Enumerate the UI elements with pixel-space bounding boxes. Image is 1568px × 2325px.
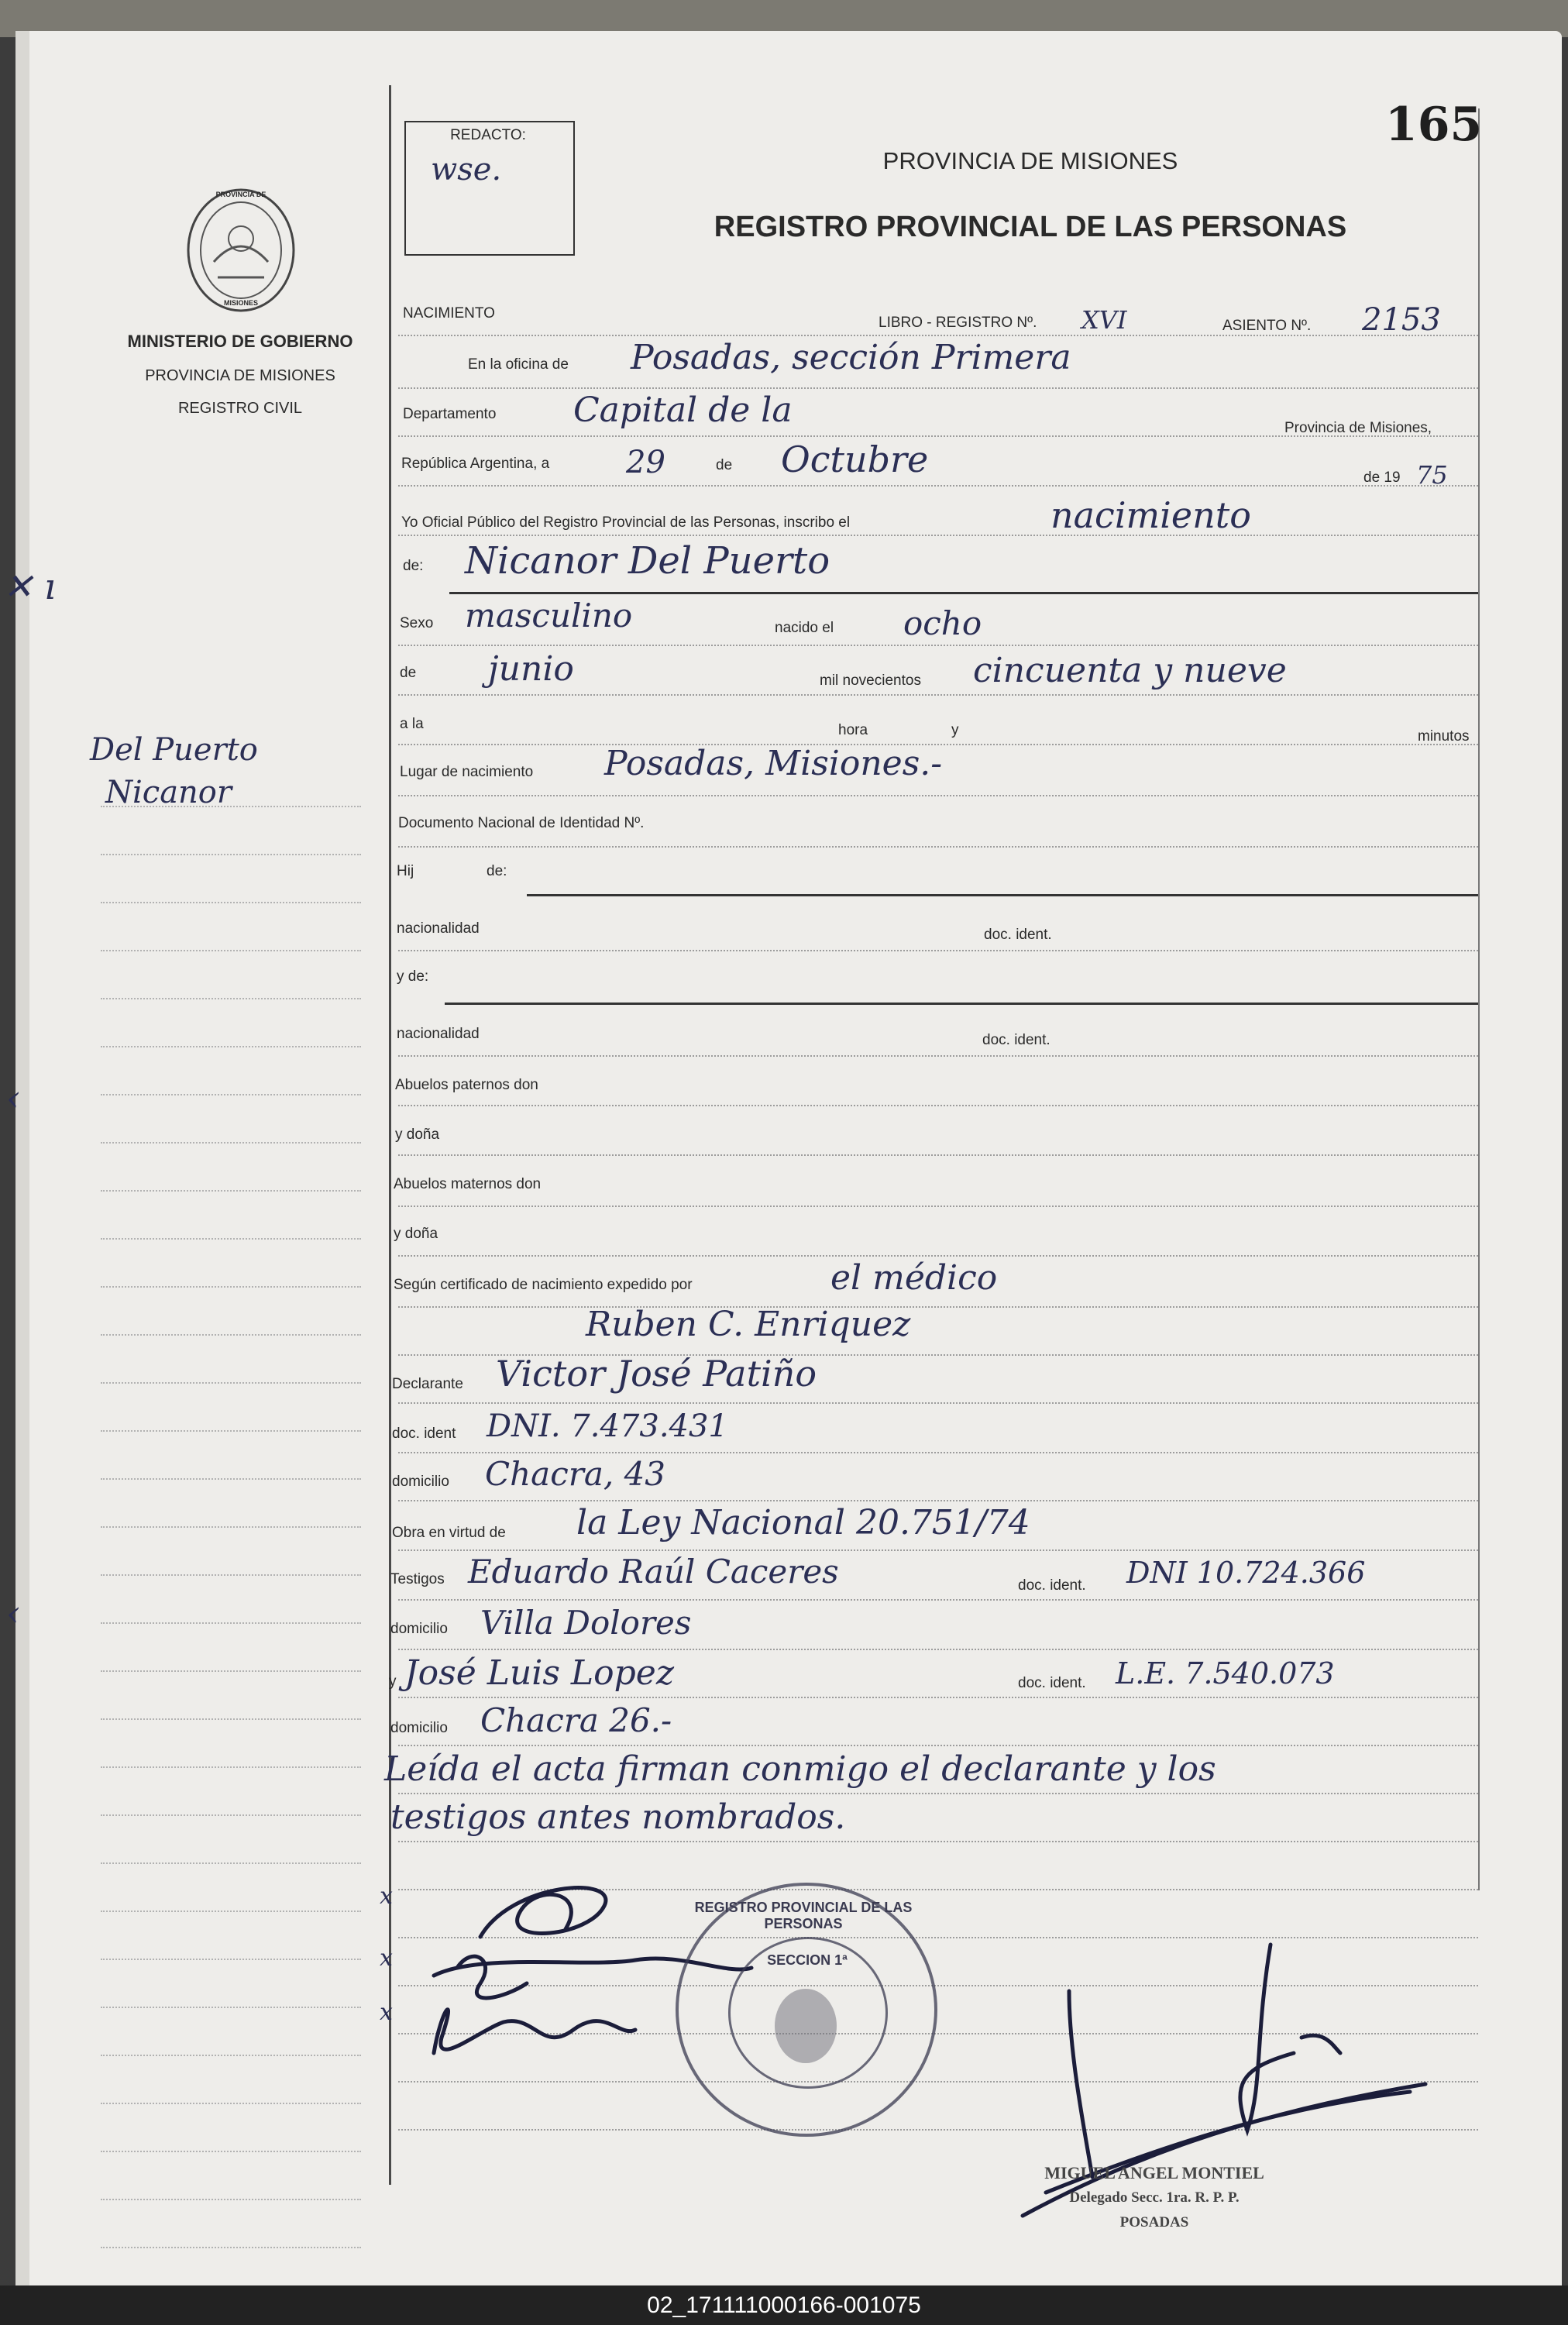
- obra-value: la Ley Nacional 20.751/74: [576, 1503, 1030, 1543]
- testigo2-doc-value: L.E. 7.540.073: [1116, 1656, 1335, 1690]
- testigo1-doc-value: DNI 10.724.366: [1126, 1556, 1366, 1590]
- birth-year-value: cincuenta y nueve: [973, 651, 1287, 690]
- abuelos-pat-label: Abuelos paternos don: [395, 1077, 538, 1093]
- ministry-registry: REGISTRO CIVIL: [177, 400, 303, 417]
- seal-text-bottom: MISIONES: [223, 299, 258, 307]
- hora-label: hora: [838, 722, 868, 738]
- closing-line-1: Leída el acta firman conmigo el declarante y los: [384, 1749, 1216, 1789]
- form-ruled-line: [398, 950, 1478, 951]
- domicilio-label: domicilio: [392, 1474, 449, 1490]
- hij-de-label: de:: [487, 863, 507, 879]
- form-ruled-line: [398, 1055, 1478, 1057]
- sexo-label: Sexo: [400, 615, 434, 631]
- margin-ruled-line: [101, 1959, 361, 1960]
- day-value: 29: [626, 445, 665, 480]
- margin-ruled-line: [101, 2055, 361, 2056]
- form-ruled-line: [398, 1452, 1478, 1453]
- margin-ruled-line: [101, 1718, 361, 1720]
- ministry-seal-icon: [183, 184, 299, 316]
- signature-mark: x: [380, 1945, 393, 1972]
- margin-ruled-line: [101, 1094, 361, 1095]
- departamento-value: Capital de la: [573, 390, 793, 430]
- father-line: [527, 894, 1478, 896]
- doc-ident3-label: doc. ident.: [1018, 1577, 1086, 1594]
- margin-ruled-line: [101, 1478, 361, 1480]
- ala-label: a la: [400, 716, 424, 732]
- nacionalidad2-label: nacionalidad: [397, 1026, 480, 1042]
- ydona1-label: y doña: [395, 1126, 440, 1143]
- testigo1-value: Eduardo Raúl Caceres: [468, 1553, 839, 1591]
- margin-ruled-line: [101, 1238, 361, 1240]
- margin-ruled-line: [101, 2247, 361, 2248]
- testigo2-dom-value: Chacra 26.-: [480, 1701, 672, 1739]
- name-line: [449, 592, 1478, 594]
- form-ruled-line: [398, 1402, 1478, 1404]
- nacido-value: ocho: [903, 604, 982, 642]
- signature-mark: x: [380, 1999, 393, 2026]
- form-ruled-line: [398, 1697, 1478, 1698]
- form-ruled-line: [398, 387, 1478, 389]
- binding-mark: ✕ ı: [3, 566, 56, 607]
- y2-label: y: [389, 1673, 397, 1690]
- domicilio2-label: domicilio: [390, 1621, 448, 1637]
- official-city: POSADAS: [1119, 2214, 1189, 2230]
- seal-text-top: PROVINCIA DE: [215, 191, 266, 198]
- stamp-emblem-icon: [767, 1983, 844, 2069]
- margin-ruled-line: [101, 998, 361, 999]
- page-number: 165: [1385, 98, 1483, 152]
- year-label: de 19: [1363, 469, 1401, 486]
- margin-ruled-line: [101, 2007, 361, 2008]
- document-id-bar: 02_171111000166-001075: [0, 2285, 1568, 2325]
- oficina-label: En la oficina de: [468, 356, 569, 373]
- margin-ruled-line: [101, 1382, 361, 1384]
- right-border: [1478, 108, 1480, 1890]
- name-value: Nicanor Del Puerto: [465, 539, 830, 583]
- obra-label: Obra en virtud de: [392, 1525, 506, 1541]
- de3-label: de: [400, 665, 417, 681]
- testigo1-dom-value: Villa Dolores: [480, 1604, 692, 1642]
- margin-ruled-line: [101, 1574, 361, 1576]
- margin-ruled-line: [101, 902, 361, 903]
- oficina-value: Posadas, sección Primera: [631, 338, 1071, 377]
- doc-ident4-label: doc. ident.: [1018, 1675, 1086, 1691]
- stamp-inner-text: SECCION 1ª: [767, 1952, 848, 1968]
- margin-ruled-line: [101, 1766, 361, 1768]
- oficial-text: Yo Oficial Público del Registro Provincial de las Personas, inscribo el: [401, 514, 851, 531]
- margin-ruled-line: [101, 1526, 361, 1528]
- testigo2-value: José Luis Lopez: [404, 1653, 675, 1693]
- dni-label: Documento Nacional de Identidad Nº.: [398, 815, 645, 831]
- form-ruled-line: [398, 694, 1478, 696]
- asiento-label: ASIENTO Nº.: [1222, 318, 1312, 334]
- provincia-suffix: Provincia de Misiones,: [1284, 420, 1432, 436]
- segun-label: Según certificado de nacimiento expedido por: [394, 1277, 693, 1293]
- form-ruled-line: [398, 1549, 1478, 1551]
- margin-ruled-line: [101, 1862, 361, 1864]
- official-name: MIGUEL ANGEL MONTIEL: [1044, 2163, 1264, 2182]
- margin-ruled-line: [101, 1142, 361, 1144]
- margin-ruled-line: [101, 854, 361, 855]
- form-ruled-line: [398, 1105, 1478, 1106]
- nacionalidad-label: nacionalidad: [397, 920, 480, 937]
- registry-title: REGISTRO PROVINCIAL DE LAS PERSONAS: [714, 211, 1347, 243]
- segun-value: el médico: [830, 1258, 998, 1298]
- form-ruled-line: [398, 1745, 1478, 1746]
- form-ruled-line: [398, 485, 1478, 487]
- form-ruled-line: [398, 335, 1478, 336]
- stamp-ring-text: REGISTRO PROVINCIAL DE LAS PERSONAS: [694, 1900, 913, 1931]
- lugar-value: Posadas, Misiones.-: [604, 744, 943, 783]
- redacto-label: REDACTO:: [450, 127, 526, 143]
- margin-ruled-line: [101, 950, 361, 951]
- de-label: de: [716, 457, 733, 473]
- province-title: PROVINCIA DE MISIONES: [882, 147, 1178, 174]
- birth-month-value: junio: [488, 649, 574, 689]
- redacto-value: wse.: [431, 152, 502, 187]
- form-ruled-line: [398, 645, 1478, 646]
- ministry-title: MINISTERIO DE GOBIERNO: [127, 332, 353, 351]
- margin-note-name: Nicanor: [105, 775, 232, 810]
- testigos-label: Testigos: [390, 1571, 445, 1587]
- abuelos-mat-label: Abuelos maternos don: [394, 1176, 542, 1192]
- medico-value: Ruben C. Enriquez: [586, 1305, 911, 1344]
- declarante-value: Victor José Patiño: [496, 1353, 817, 1395]
- y-label: y: [951, 722, 959, 738]
- departamento-label: Departamento: [403, 406, 497, 422]
- yde-label: y de:: [397, 968, 429, 985]
- margin-ruled-line: [101, 1814, 361, 1816]
- form-ruled-line: [398, 1841, 1478, 1842]
- declarante-doc-value: DNI. 7.473.431: [487, 1408, 728, 1444]
- asiento-value: 2153: [1362, 302, 1441, 338]
- binding-mark: ‹: [6, 1077, 21, 1119]
- margin-ruled-line: [101, 2199, 361, 2200]
- form-ruled-line: [398, 535, 1478, 536]
- margin-ruled-line: [101, 1334, 361, 1336]
- form-ruled-line: [398, 1599, 1478, 1601]
- lugar-label: Lugar de nacimiento: [400, 764, 534, 780]
- margin-ruled-line: [101, 2103, 361, 2104]
- domicilio3-label: domicilio: [390, 1720, 448, 1736]
- signature-mark: x: [380, 1883, 393, 1910]
- declarante-label: Declarante: [392, 1376, 463, 1392]
- sexo-value: masculino: [465, 597, 633, 635]
- ydona2-label: y doña: [394, 1226, 438, 1242]
- margin-ruled-line: [101, 1190, 361, 1192]
- form-ruled-line: [398, 1793, 1478, 1794]
- mil-label: mil novecientos: [820, 672, 921, 689]
- declarante-dom-value: Chacra, 43: [485, 1455, 666, 1493]
- year-value: 75: [1416, 460, 1448, 490]
- de2-label: de:: [403, 558, 424, 574]
- closing-line-2: testigos antes nombrados.: [390, 1797, 846, 1837]
- docident-label: doc. ident: [392, 1426, 456, 1442]
- form-ruled-line: [398, 795, 1478, 796]
- margin-ruled-line: [101, 2151, 361, 2152]
- margin-ruled-line: [101, 1430, 361, 1432]
- mother-line: [445, 1003, 1478, 1005]
- binding-edge: [15, 31, 29, 2285]
- form-ruled-line: [398, 1500, 1478, 1501]
- oficial-value: nacimiento: [1050, 494, 1251, 536]
- nacido-label: nacido el: [775, 620, 834, 636]
- record-type-label: NACIMIENTO: [403, 305, 495, 322]
- month-value: Octubre: [781, 439, 929, 480]
- margin-ruled-line: [101, 1670, 361, 1672]
- minutos-label: minutos: [1418, 728, 1470, 745]
- margin-ruled-line: [101, 1911, 361, 1912]
- margin-ruled-line: [101, 1286, 361, 1288]
- doc-ident2-label: doc. ident.: [982, 1032, 1050, 1048]
- form-ruled-line: [398, 1205, 1478, 1207]
- form-ruled-line: [398, 1255, 1478, 1257]
- republica-label: República Argentina, a: [401, 456, 550, 472]
- official-title: Delegado Secc. 1ra. R. P. P.: [1069, 2189, 1240, 2206]
- form-ruled-line: [398, 1649, 1478, 1650]
- hij-label: Hij: [397, 863, 414, 879]
- binding-mark: ‹: [6, 1592, 21, 1634]
- form-ruled-line: [398, 1154, 1478, 1156]
- libro-label: LIBRO - REGISTRO Nº.: [879, 315, 1037, 331]
- form-ruled-line: [398, 846, 1478, 848]
- libro-value: XVI: [1081, 305, 1127, 335]
- margin-ruled-line: [101, 1046, 361, 1047]
- ministry-province: PROVINCIA DE MISIONES: [145, 367, 335, 384]
- margin-note-surname: Del Puerto: [90, 732, 258, 768]
- margin-ruled-line: [101, 1622, 361, 1624]
- doc-ident-label: doc. ident.: [984, 927, 1052, 943]
- form-ruled-line: [398, 1306, 1478, 1308]
